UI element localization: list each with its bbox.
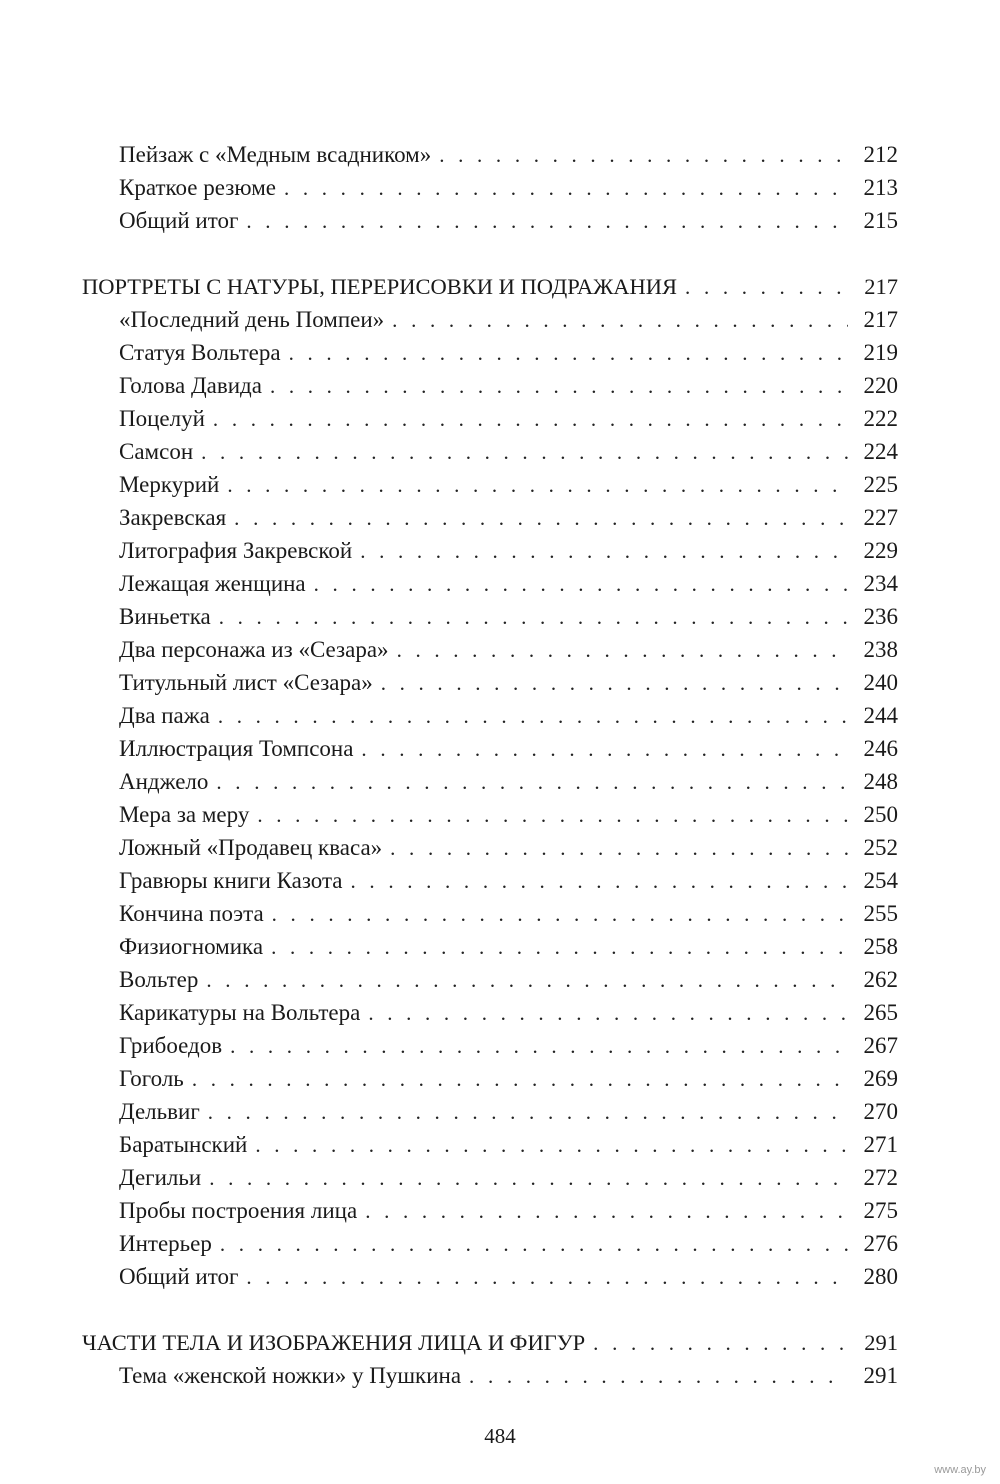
toc-entry-line [82, 1326, 898, 1360]
toc-entry-line [119, 534, 898, 568]
toc-entry-title: Гоголь [119, 1066, 184, 1091]
toc-entry-title: Виньетка [119, 604, 211, 629]
dot-leader [284, 171, 848, 205]
toc-entry-line [119, 402, 898, 436]
dot-leader [360, 534, 848, 568]
toc-entry-page: 227 [863, 505, 898, 530]
toc-entry-title: Ложный «Продавец кваса» [119, 835, 383, 860]
toc-entry-page: 271 [863, 1132, 898, 1157]
toc-entry-page: 291 [863, 1363, 898, 1388]
toc-entry-title: Карикатуры на Вольтера [119, 1000, 361, 1025]
toc-entry-page: 212 [863, 142, 898, 167]
dot-leader [192, 1062, 848, 1096]
toc-entry-line [119, 699, 898, 733]
toc-entry [0, 1128, 1000, 1162]
dot-leader [272, 897, 848, 931]
toc-entry [0, 1095, 1000, 1129]
toc-entry-line [119, 897, 898, 931]
toc-section-heading [0, 1326, 1000, 1360]
toc-entry-title: Общий итог [119, 208, 239, 233]
toc-entry-line [119, 501, 898, 535]
toc-entry [0, 732, 1000, 766]
toc-entry-page: 220 [863, 373, 898, 398]
toc-entry-title: Два пажа [119, 703, 210, 728]
dot-leader [208, 1095, 848, 1129]
toc-entry-title: Мера за меру [119, 802, 250, 827]
toc-entry-title: «Последний день Помпеи» [119, 307, 385, 332]
toc-entry-line [119, 138, 898, 172]
toc-entry-line [119, 1095, 898, 1129]
toc-entry [0, 798, 1000, 832]
toc-entry-line [119, 633, 898, 667]
toc-entry-title: Интерьер [119, 1231, 212, 1256]
toc-entry-title: ПОРТРЕТЫ С НАТУРЫ, ПЕРЕРИСОВКИ И ПОДРАЖАНИЯ [82, 274, 678, 299]
toc-entry-line [119, 963, 898, 997]
toc-entry-page: 225 [863, 472, 898, 497]
dot-leader [270, 369, 848, 403]
toc-entry-page: 248 [863, 769, 898, 794]
toc-entry-page: 272 [863, 1165, 898, 1190]
dot-leader [257, 798, 848, 832]
toc-entry-line [119, 1227, 898, 1261]
toc-entry-line [119, 1161, 898, 1195]
toc-entry-page: 213 [863, 175, 898, 200]
page-number-text: 484 [484, 1424, 516, 1448]
toc-entry-title: Самсон [119, 439, 194, 464]
dot-leader [469, 1359, 848, 1393]
toc-entry-title: Краткое резюме [119, 175, 276, 200]
toc-entry-page: 255 [863, 901, 898, 926]
toc-entry-page: 252 [863, 835, 898, 860]
toc-entry-page: 236 [863, 604, 898, 629]
toc-entry [0, 699, 1000, 733]
toc-entry-line [119, 369, 898, 403]
toc-entry-page: 240 [863, 670, 898, 695]
dot-leader [392, 303, 848, 337]
dot-leader [246, 1260, 848, 1294]
toc-entry-page: 222 [863, 406, 898, 431]
dot-leader [439, 138, 848, 172]
dot-leader [206, 963, 848, 997]
toc-entry-title: Дегильи [119, 1165, 202, 1190]
dot-leader [255, 1128, 848, 1162]
toc-entry [0, 369, 1000, 403]
toc-entry-page: 224 [863, 439, 898, 464]
toc-entry-page: 246 [863, 736, 898, 761]
toc-entry [0, 996, 1000, 1030]
toc-entry-title: Иллюстрация Томпсона [119, 736, 354, 761]
toc-entry [0, 171, 1000, 205]
toc-entry-page: 262 [863, 967, 898, 992]
toc-entry [0, 501, 1000, 535]
dot-leader [397, 633, 848, 667]
toc-entry-page: 219 [863, 340, 898, 365]
toc-entry-title: Гравюры книги Казота [119, 868, 343, 893]
toc-entry-line [119, 1260, 898, 1294]
dot-leader [201, 435, 848, 469]
toc-entry-line [119, 930, 898, 964]
dot-leader [219, 600, 848, 634]
toc-entry-page: 276 [863, 1231, 898, 1256]
toc-entry-title: Кончина поэта [119, 901, 264, 926]
dot-leader [685, 270, 848, 304]
toc-entry [0, 1227, 1000, 1261]
dot-leader [289, 336, 848, 370]
dot-leader [216, 765, 848, 799]
dot-leader [213, 402, 848, 436]
dot-leader [209, 1161, 848, 1195]
toc-entry-line [119, 171, 898, 205]
toc-entry [0, 633, 1000, 667]
toc-entry-page: 291 [864, 1330, 898, 1355]
toc-entry [0, 963, 1000, 997]
dot-leader [227, 468, 848, 502]
toc-entry-title: Пробы построения лица [119, 1198, 358, 1223]
toc-entry-title: Грибоедов [119, 1033, 223, 1058]
toc-entry-title: Общий итог [119, 1264, 239, 1289]
dot-leader [220, 1227, 848, 1261]
toc-entry-page: 258 [863, 934, 898, 959]
toc-entry-title: Пейзаж с «Медным всадником» [119, 142, 432, 167]
toc-entry-line [119, 798, 898, 832]
toc-entry-title: ЧАСТИ ТЕЛА И ИЗОБРАЖЕНИЯ ЛИЦА И ФИГУР [82, 1330, 586, 1355]
toc-entry-line [119, 1062, 898, 1096]
toc-entry-title: Статуя Вольтера [119, 340, 281, 365]
toc-entry-title: Меркурий [119, 472, 220, 497]
toc-entry-title: Анджело [119, 769, 209, 794]
toc-entry [0, 1161, 1000, 1195]
toc-entry [0, 138, 1000, 172]
toc-entry [0, 567, 1000, 601]
toc-entry [0, 666, 1000, 700]
toc-entry-title: Баратынский [119, 1132, 248, 1157]
toc-entry-line [82, 270, 898, 304]
toc-entry-title: Литография Закревской [119, 538, 353, 563]
toc-entry-page: 267 [863, 1033, 898, 1058]
toc-entry [0, 864, 1000, 898]
toc-entry [0, 1359, 1000, 1393]
toc-entry-page: 244 [863, 703, 898, 728]
toc-entry [0, 765, 1000, 799]
toc-entry-line [119, 204, 898, 238]
toc-entry [0, 435, 1000, 469]
toc-entry [0, 600, 1000, 634]
toc-entry [0, 534, 1000, 568]
dot-leader [351, 864, 848, 898]
toc-entry-page: 229 [863, 538, 898, 563]
toc-entry-title: Поцелуй [119, 406, 205, 431]
toc-entry [0, 930, 1000, 964]
toc-entry-page: 254 [863, 868, 898, 893]
dot-leader [246, 204, 848, 238]
toc-section-heading [0, 270, 1000, 304]
toc-entry-line [119, 1128, 898, 1162]
toc-entry-title: Голова Давида [119, 373, 262, 398]
dot-leader [381, 666, 848, 700]
dot-leader [230, 1029, 848, 1063]
toc-entry-title: Титульный лист «Сезара» [119, 670, 373, 695]
toc-entry [0, 1029, 1000, 1063]
toc-entry-page: 215 [863, 208, 898, 233]
toc-entry-line [119, 435, 898, 469]
toc-entry-title: Тема «женской ножки» у Пушкина [119, 1363, 462, 1388]
page-number [0, 1418, 1000, 1458]
toc-entry-line [119, 996, 898, 1030]
dot-leader [390, 831, 848, 865]
toc-entry-line [119, 765, 898, 799]
toc-entry [0, 204, 1000, 238]
toc-entry-line [119, 864, 898, 898]
toc-entry [0, 303, 1000, 337]
dot-leader [368, 996, 848, 1030]
dot-leader [314, 567, 848, 601]
toc-entry [0, 831, 1000, 865]
toc-entry-line [119, 468, 898, 502]
toc-entry-title: Закревская [119, 505, 227, 530]
toc-entry-line [119, 1029, 898, 1063]
dot-leader [593, 1326, 848, 1360]
toc-entry [0, 1194, 1000, 1228]
toc-entry [0, 1062, 1000, 1096]
dot-leader [365, 1194, 848, 1228]
toc-entry-page: 269 [863, 1066, 898, 1091]
toc-entry [0, 336, 1000, 370]
toc-entry-page: 217 [864, 274, 898, 299]
toc-entry-page: 280 [863, 1264, 898, 1289]
toc-entry-page: 217 [863, 307, 898, 332]
toc-entry-line [119, 303, 898, 337]
toc-entry-line [119, 600, 898, 634]
watermark: www.ay.by [934, 1464, 986, 1476]
toc-entry-page: 234 [863, 571, 898, 596]
toc-entry-page: 265 [863, 1000, 898, 1025]
dot-leader [234, 501, 848, 535]
dot-leader [218, 699, 848, 733]
toc-entry-line [119, 336, 898, 370]
toc-entry-line [119, 567, 898, 601]
toc-entry-line [119, 831, 898, 865]
toc-entry-title: Вольтер [119, 967, 199, 992]
toc-entry [0, 402, 1000, 436]
toc-entry-line [119, 666, 898, 700]
toc-entry [0, 468, 1000, 502]
toc-entry-page: 238 [863, 637, 898, 662]
toc-entry [0, 897, 1000, 931]
toc-entry-title: Два персонажа из «Сезара» [119, 637, 389, 662]
toc-entry-title: Физиогномика [119, 934, 264, 959]
dot-leader [361, 732, 848, 766]
dot-leader [271, 930, 848, 964]
toc-entry-page: 250 [863, 802, 898, 827]
toc-entry-line [119, 732, 898, 766]
toc-entry-title: Дельвиг [119, 1099, 200, 1124]
toc-entry [0, 1260, 1000, 1294]
toc-entry-page: 270 [863, 1099, 898, 1124]
toc-entry-title: Лежащая женщина [119, 571, 306, 596]
toc-entry-page: 275 [863, 1198, 898, 1223]
toc-entry-line [119, 1359, 898, 1393]
toc-entry-line [119, 1194, 898, 1228]
